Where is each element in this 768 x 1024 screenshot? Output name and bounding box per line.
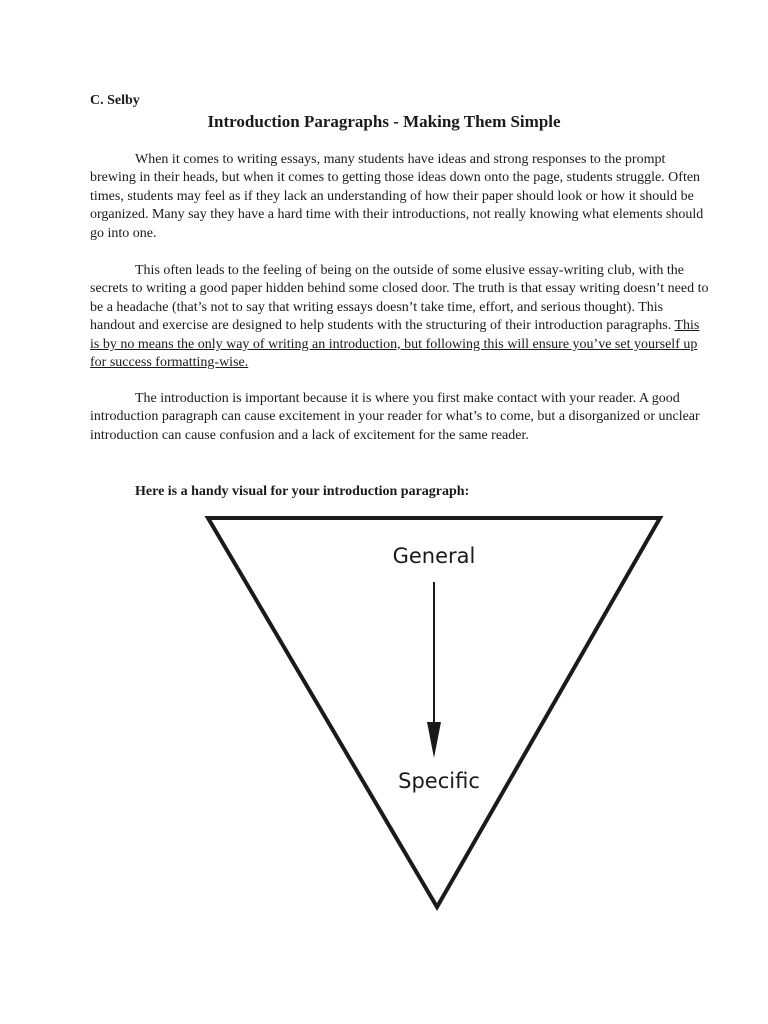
author-name: C. Selby	[90, 93, 140, 108]
general-label: General	[392, 544, 476, 568]
paragraph-3: The introduction is important because it is where you first make contact with your reader. A good introduction paragraph can cause excitement in your reader for what’s to come, but a disorganized or unclear introduction can cause confusion and a lack of excitement for the same reader.	[90, 391, 700, 443]
paragraph-2-text: This often leads to the feeling of being on the outside of some elusive essay-writing club, with the secrets to writing a good paper hidden behind some closed door. The truth is that essay writing doesn’t need to be a headache (that’s not to say that writing essays doesn’t take time, effort, and serious thought). This handout and exercise are designed to help students with the structuring of their introduction paragraphs.	[90, 263, 709, 334]
page-title: Introduction Paragraphs - Making Them Simple	[207, 112, 561, 131]
inverted-triangle-diagram	[200, 510, 670, 915]
specific-label: Specific	[398, 769, 480, 793]
paragraph-2-underlined-text: This is by no means the only way of writing an introduction, but following this will ensure you’ve set yourself up for success formatting-wise.	[90, 318, 700, 371]
paragraph-1: When it comes to writing essays, many students have ideas and strong responses to the prompt brewing in their heads, but when it comes to getting those ideas down onto the page, students struggle. Often times, students may feel as if they lack an understanding of how their paper should look or how it should be organized. Many say they have a hard time with their introductions, not really knowing what elements should go into one.	[90, 152, 704, 241]
paragraph-2	[90, 262, 710, 372]
visual-label: Here is a handy visual for your introduction paragraph:	[135, 484, 470, 499]
